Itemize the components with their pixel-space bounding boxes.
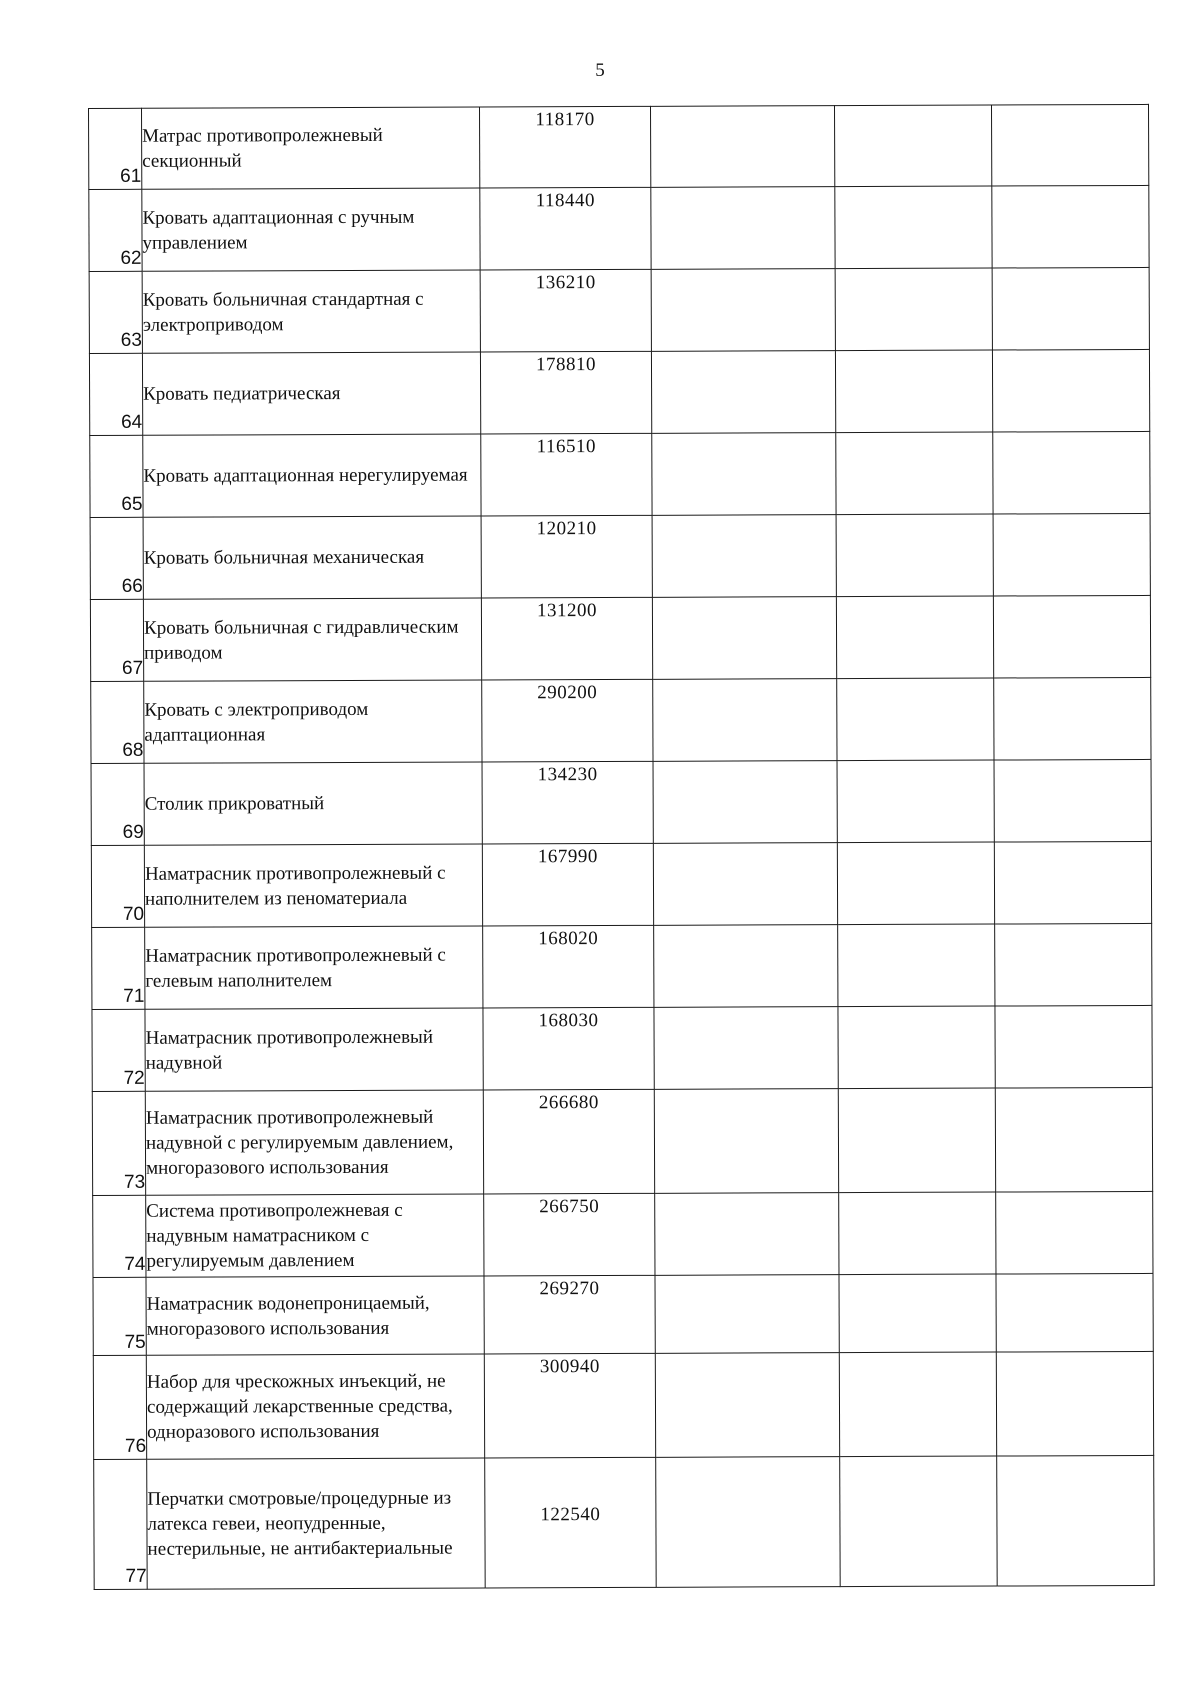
empty-cell	[837, 678, 994, 761]
empty-cell	[652, 515, 836, 598]
table-row	[90, 513, 1150, 599]
row-number: 77	[94, 1459, 147, 1589]
item-name: Кровать педиатрическая	[142, 352, 480, 435]
empty-cell	[839, 1352, 996, 1457]
empty-cell	[997, 1455, 1154, 1586]
item-code: 122540	[485, 1457, 656, 1588]
empty-cell	[653, 761, 837, 844]
empty-cell	[839, 1274, 996, 1353]
empty-cell	[835, 186, 992, 269]
empty-cell	[992, 267, 1149, 350]
item-code: 118170	[479, 106, 650, 188]
empty-cell	[836, 432, 993, 515]
empty-cell	[993, 431, 1150, 514]
table-row	[92, 1087, 1152, 1195]
empty-cell	[837, 760, 994, 843]
table-row	[91, 759, 1151, 845]
item-code: 134230	[482, 761, 653, 844]
equipment-table	[88, 104, 1155, 1590]
row-number: 71	[92, 927, 145, 1009]
empty-cell	[995, 1087, 1152, 1192]
row-number: 75	[93, 1277, 146, 1355]
item-code: 167990	[482, 843, 653, 926]
empty-cell	[993, 513, 1150, 596]
item-name: Система противопролежневая с надувным наматрасником с регулируемым давлением	[146, 1194, 484, 1277]
empty-cell	[652, 597, 836, 680]
row-number: 62	[89, 189, 142, 271]
item-name: Наматрасник противопролежневый надувной с регулируемым давлением, многоразового использования	[145, 1090, 483, 1195]
empty-cell	[655, 1193, 839, 1276]
item-name: Наматрасник противопролежневый надувной	[145, 1008, 483, 1091]
empty-cell	[654, 1007, 838, 1090]
empty-cell	[836, 596, 993, 679]
table-row	[90, 431, 1150, 517]
row-number: 69	[91, 763, 144, 845]
table-row	[92, 923, 1152, 1009]
item-code: 266750	[484, 1193, 655, 1276]
table-row	[93, 1273, 1153, 1355]
table-row	[94, 1455, 1154, 1589]
item-code: 168030	[483, 1007, 654, 1090]
empty-cell	[995, 1005, 1152, 1088]
item-code: 116510	[481, 433, 652, 516]
item-name: Набор для чрескожных инъекций, не содержащий лекарственные средства, одноразового использования	[146, 1354, 484, 1459]
table-row	[91, 841, 1151, 927]
row-number: 64	[89, 353, 142, 435]
item-code: 269270	[484, 1275, 655, 1354]
item-code: 131200	[481, 597, 652, 680]
empty-cell	[992, 185, 1149, 268]
row-number: 67	[90, 599, 143, 681]
item-code: 290200	[482, 679, 653, 762]
row-number: 70	[91, 845, 144, 927]
empty-cell	[996, 1191, 1153, 1274]
table-row	[93, 1191, 1153, 1277]
item-name: Кровать с электроприводом адаптационная	[144, 680, 482, 763]
item-code: 178810	[480, 351, 651, 434]
item-code: 120210	[481, 515, 652, 598]
row-number: 61	[89, 108, 142, 189]
item-name: Перчатки смотровые/процедурные из латекса гевеи, неопудренные, нестерильные, не антибактериальные	[147, 1458, 485, 1589]
item-name: Кровать больничная механическая	[143, 516, 481, 599]
empty-cell	[838, 1088, 995, 1193]
row-number: 68	[91, 681, 144, 763]
empty-cell	[838, 1006, 995, 1089]
empty-cell	[834, 105, 991, 187]
item-code: 266680	[483, 1089, 654, 1194]
item-name: Кровать больничная с гидравлическим приводом	[143, 598, 481, 681]
row-number: 65	[90, 435, 143, 517]
item-code: 300940	[484, 1353, 655, 1458]
empty-cell	[653, 843, 837, 926]
item-name: Наматрасник противопролежневый с гелевым наполнителем	[145, 926, 483, 1009]
empty-cell	[992, 349, 1149, 432]
empty-cell	[996, 1273, 1153, 1352]
empty-cell	[655, 1353, 839, 1458]
row-number: 66	[90, 517, 143, 599]
row-number: 74	[93, 1195, 146, 1277]
item-code: 118440	[480, 187, 651, 270]
item-name: Матрас противопролежневый секционный	[142, 107, 480, 189]
table-row	[91, 677, 1151, 763]
page-number: 5	[595, 60, 605, 81]
empty-cell	[650, 106, 834, 188]
item-name: Наматрасник противопролежневый с наполнителем из пеноматериала	[144, 844, 482, 927]
empty-cell	[651, 269, 835, 352]
empty-cell	[994, 841, 1151, 924]
empty-cell	[839, 1192, 996, 1275]
empty-cell	[995, 923, 1152, 1006]
empty-cell	[651, 351, 835, 434]
table-row	[93, 1351, 1153, 1459]
empty-cell	[654, 925, 838, 1008]
table-row	[89, 185, 1149, 271]
table-row	[89, 267, 1149, 353]
empty-cell	[991, 104, 1148, 186]
empty-cell	[837, 842, 994, 925]
empty-cell	[838, 924, 995, 1007]
empty-cell	[840, 1456, 997, 1587]
item-code: 136210	[480, 269, 651, 352]
row-number: 72	[92, 1009, 145, 1091]
row-number: 63	[89, 271, 142, 353]
item-code: 168020	[483, 925, 654, 1008]
empty-cell	[653, 679, 837, 762]
empty-cell	[994, 759, 1151, 842]
empty-cell	[836, 514, 993, 597]
empty-cell	[654, 1089, 838, 1194]
table-row	[92, 1005, 1152, 1091]
empty-cell	[993, 595, 1150, 678]
empty-cell	[656, 1457, 840, 1588]
item-name: Кровать адаптационная с ручным управлением	[142, 188, 480, 271]
empty-cell	[652, 433, 836, 516]
empty-cell	[835, 268, 992, 351]
row-number: 73	[92, 1091, 145, 1195]
table-row	[89, 349, 1149, 435]
item-name: Наматрасник водонепроницаемый, многоразового использования	[146, 1276, 484, 1355]
item-name: Кровать больничная стандартная с электроприводом	[142, 270, 480, 353]
table-row	[90, 595, 1150, 681]
row-number: 76	[93, 1355, 146, 1459]
empty-cell	[651, 187, 835, 270]
empty-cell	[996, 1351, 1153, 1456]
table-row	[89, 104, 1149, 189]
empty-cell	[835, 350, 992, 433]
empty-cell	[994, 677, 1151, 760]
empty-cell	[655, 1275, 839, 1354]
item-name: Столик прикроватный	[144, 762, 482, 845]
item-name: Кровать адаптационная нерегулируемая	[143, 434, 481, 517]
